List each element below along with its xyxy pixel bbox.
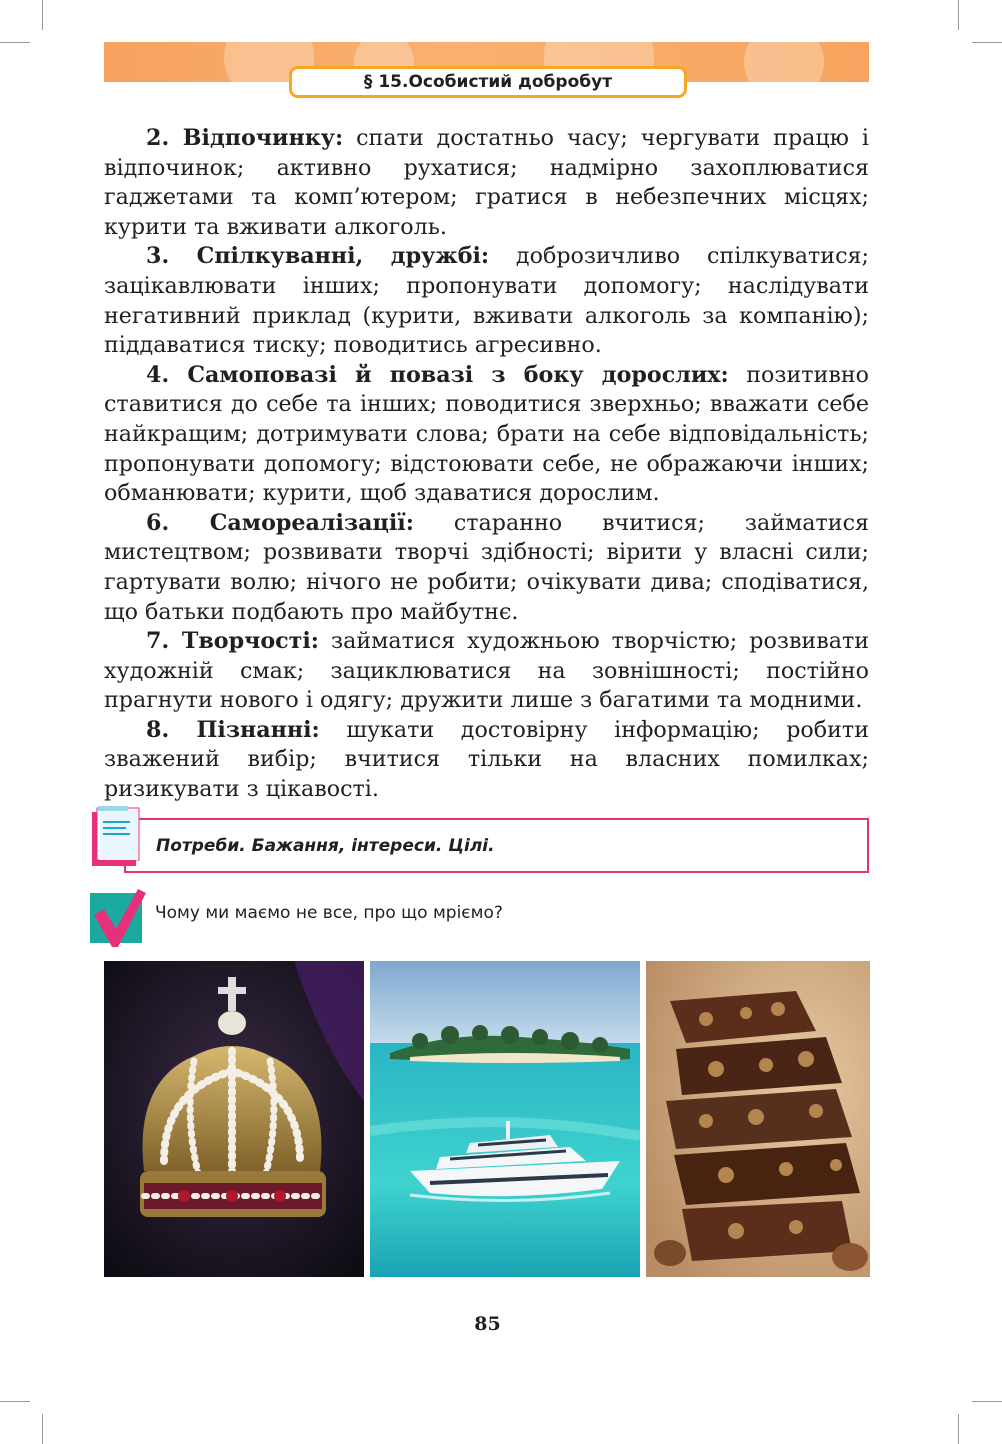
crop-mark [0, 1401, 30, 1402]
chocolate-image [646, 961, 870, 1277]
crop-mark [42, 1414, 43, 1444]
paragraph-text: доброзичливо спілкуватися; зацікавлювати інших; пропонувати допомогу; наслідувати негативний приклад (курити, вживати алкоголь за компанію); піддаватися тиску; поводитись агресивно. [104, 243, 869, 359]
question-text: Чому ми маємо не все, про що мріємо? [155, 903, 503, 923]
notepad-icon [90, 806, 140, 868]
paragraph-text: займатися художньою творчістю; розвивати художній смак; зациклюватися на зовнішності; постійно прагнути нового і одягу; дружити лише з багатими та модними. [104, 628, 870, 714]
paragraph-heading: 2. Відпочинку: [146, 125, 344, 151]
paragraph-rest [104, 124, 869, 242]
crop-mark [958, 0, 959, 30]
text-body [104, 124, 869, 805]
paragraph-communication [104, 242, 869, 360]
paragraph-self-respect [104, 361, 869, 509]
paragraph-text: позитивно ставитися до себе та інших; поводитися зверхньо; вважати себе найкращим; дотримувати слова; брати на себе відповідальність; пропонувати допомогу; відстоювати себе, не ображаючи інших; обманювати; курити, щоб здаватися дорослим. [104, 361, 869, 507]
paragraph-text: спати достатньо часу; чергувати працю і відпочинок; активно рухатися; надмірно захоплюватися гаджетами та комп’ютером; гратися в небезпечних місцях; курити та вживати алкоголь. [104, 125, 870, 240]
crop-mark [972, 42, 1002, 43]
paragraph-text: шукати достовірну інформацію; робити зважений вибір; вчитися тільки на власних помилках; ризикувати з цікавості. [104, 716, 869, 803]
key-concepts-text: Потреби. Бажання, інтереси. Цілі. [156, 835, 495, 856]
crop-mark [0, 42, 30, 43]
crop-mark [958, 1414, 959, 1444]
crop-mark [42, 0, 43, 30]
crown-image [104, 961, 364, 1277]
yacht-image [370, 961, 640, 1277]
paragraph-creativity [104, 627, 869, 716]
paragraph-heading: 7. Творчості: [146, 628, 320, 655]
crop-mark [972, 1401, 1002, 1402]
paragraph-heading: 4. Самоповазі й повазі з боку дорослих: [146, 361, 729, 388]
page-number: 85 [474, 1313, 501, 1335]
paragraph-heading: 8. Пізнанні: [146, 716, 320, 743]
key-concepts-box [124, 818, 869, 873]
paragraph-heading: 3. Спілкуванні, дружбі: [146, 243, 490, 270]
paragraph-cognition [104, 716, 869, 805]
paragraph-self-realization [104, 509, 869, 627]
checkmark-icon [90, 889, 146, 947]
section-title: § 15.Особистий добробут [289, 66, 687, 98]
paragraph-heading: 6. Самореалізації: [146, 509, 414, 536]
paragraph-text: старанно вчитися; займатися мистецтвом; розвивати творчі здібності; вірити у власні сили; гартувати волю; нічого не робити; очікувати дива; сподіватися, що батьки подбають про майбутнє. [104, 509, 869, 625]
